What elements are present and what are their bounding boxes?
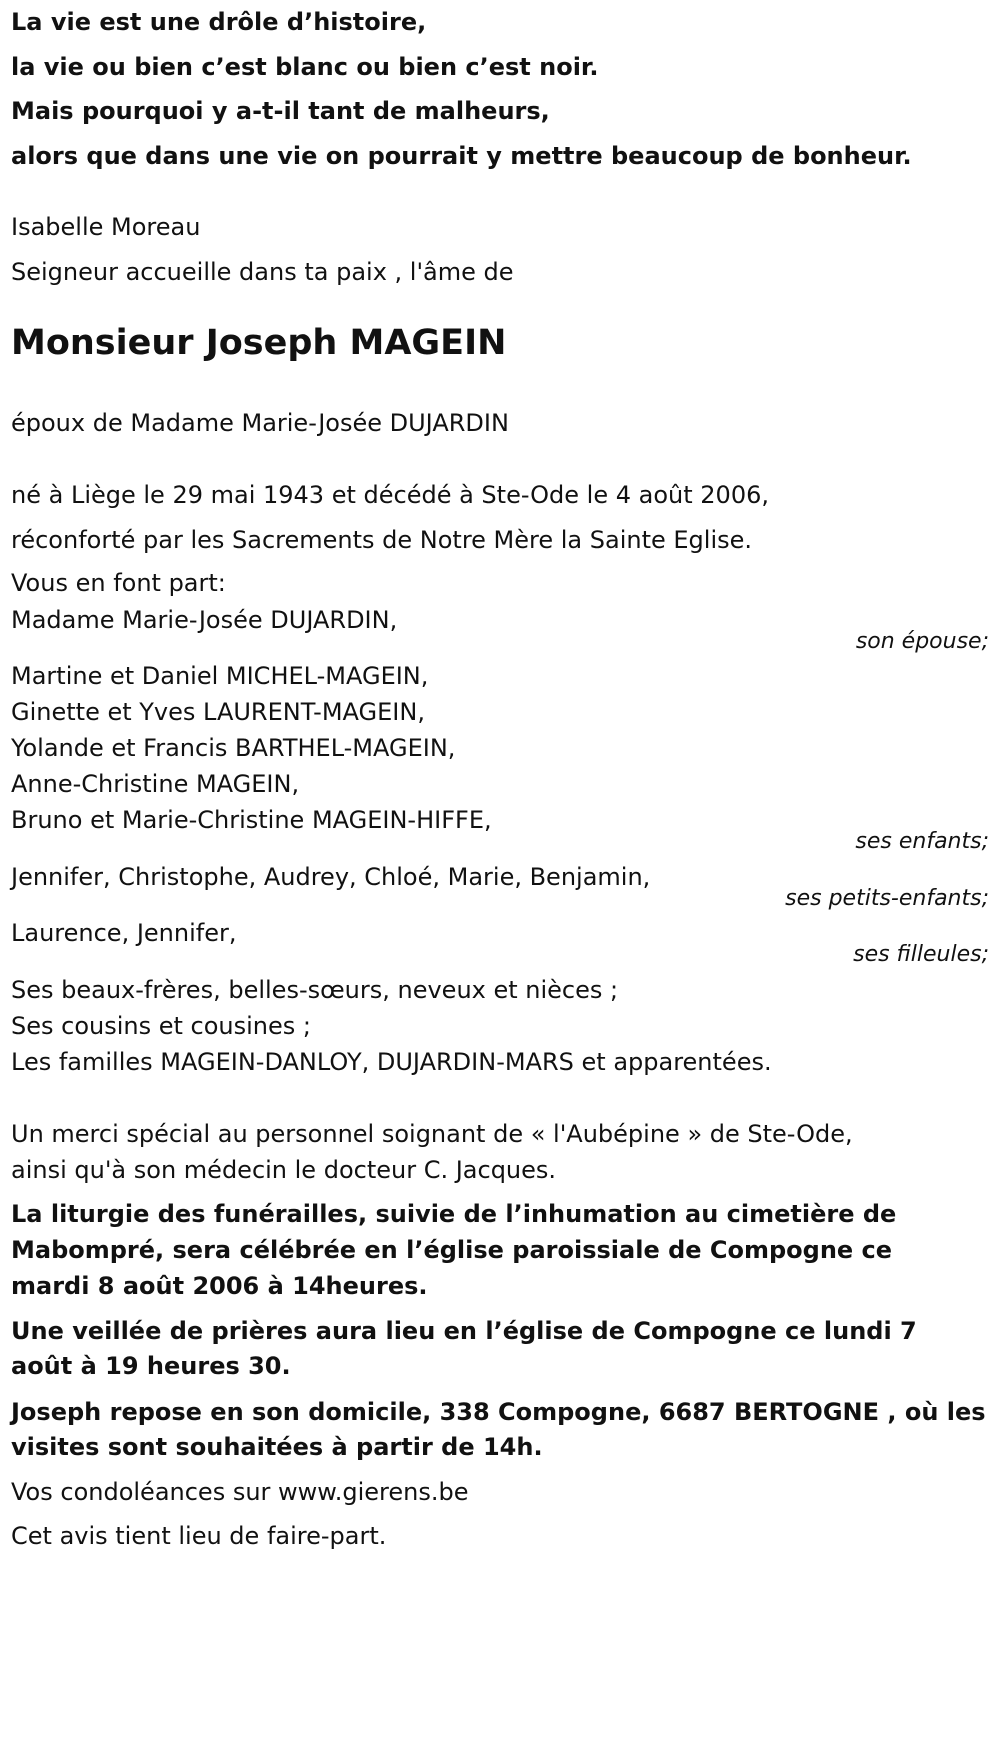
relatives-line: Ses beaux-frères, belles-sœurs, neveux et nièces ; xyxy=(11,976,619,1004)
spouse-role: son épouse; xyxy=(855,629,989,654)
sacraments-line: réconforté par les Sacrements de Notre Mère la Sainte Eglise. xyxy=(11,526,753,554)
spouse-line: époux de Madame Marie-Josée DUJARDIN xyxy=(11,409,509,437)
vigil-line: Une veillée de prières aura lieu en l’église de Compogne ce lundi 7 xyxy=(11,1317,917,1345)
intro-text: Seigneur accueille dans ta paix , l'âme de xyxy=(11,258,514,286)
child-line: Bruno et Marie-Christine MAGEIN-HIFFE, xyxy=(11,806,492,834)
children-role: ses enfants; xyxy=(855,829,989,854)
vigil-line: août à 19 heures 30. xyxy=(11,1352,291,1380)
deceased-name: Monsieur Joseph MAGEIN xyxy=(11,323,507,363)
funeral-line: mardi 8 août 2006 à 14heures. xyxy=(11,1272,428,1300)
poem-author: Isabelle Moreau xyxy=(11,213,201,241)
funeral-line: Mabompré, sera célébrée en l’église paroissiale de Compogne ce xyxy=(11,1236,893,1264)
relatives-line: Les familles MAGEIN-DANLOY, DUJARDIN-MARS et apparentées. xyxy=(11,1048,772,1076)
announcers-intro: Vous en font part: xyxy=(11,569,226,597)
goddaughters-line: Laurence, Jennifer, xyxy=(11,919,237,947)
condolences-line: Vos condoléances sur www.gierens.be xyxy=(11,1478,469,1506)
family-spouse: Madame Marie-Josée DUJARDIN, xyxy=(11,606,398,634)
child-line: Yolande et Francis BARTHEL-MAGEIN, xyxy=(11,734,456,762)
poem-line-3: Mais pourquoi y a-t-il tant de malheurs, xyxy=(11,97,550,125)
grandchildren-role: ses petits-enfants; xyxy=(785,886,989,911)
grandchildren-line: Jennifer, Christophe, Audrey, Chloé, Marie, Benjamin, xyxy=(11,863,651,891)
child-line: Anne-Christine MAGEIN, xyxy=(11,770,300,798)
thanks-line: ainsi qu'à son médecin le docteur C. Jacques. xyxy=(11,1156,557,1184)
relatives-line: Ses cousins et cousines ; xyxy=(11,1012,311,1040)
goddaughters-role: ses filleules; xyxy=(853,942,989,967)
visits-line: Joseph repose en son domicile, 338 Compogne, 6687 BERTOGNE , où les xyxy=(11,1398,986,1426)
child-line: Martine et Daniel MICHEL-MAGEIN, xyxy=(11,662,429,690)
thanks-line: Un merci spécial au personnel soignant de « l'Aubépine » de Ste-Ode, xyxy=(11,1120,853,1148)
child-line: Ginette et Yves LAURENT-MAGEIN, xyxy=(11,698,425,726)
poem-line-4: alors que dans une vie on pourrait y mettre beaucoup de bonheur. xyxy=(11,142,912,170)
poem-line-1: La vie est une drôle d’histoire, xyxy=(11,8,427,36)
poem-line-2: la vie ou bien c’est blanc ou bien c’est noir. xyxy=(11,53,599,81)
funeral-line: La liturgie des funérailles, suivie de l’inhumation au cimetière de xyxy=(11,1200,897,1228)
notice-line: Cet avis tient lieu de faire-part. xyxy=(11,1522,387,1550)
birth-death-line: né à Liège le 29 mai 1943 et décédé à Ste-Ode le 4 août 2006, xyxy=(11,481,769,509)
visits-line: visites sont souhaitées à partir de 14h. xyxy=(11,1433,543,1461)
